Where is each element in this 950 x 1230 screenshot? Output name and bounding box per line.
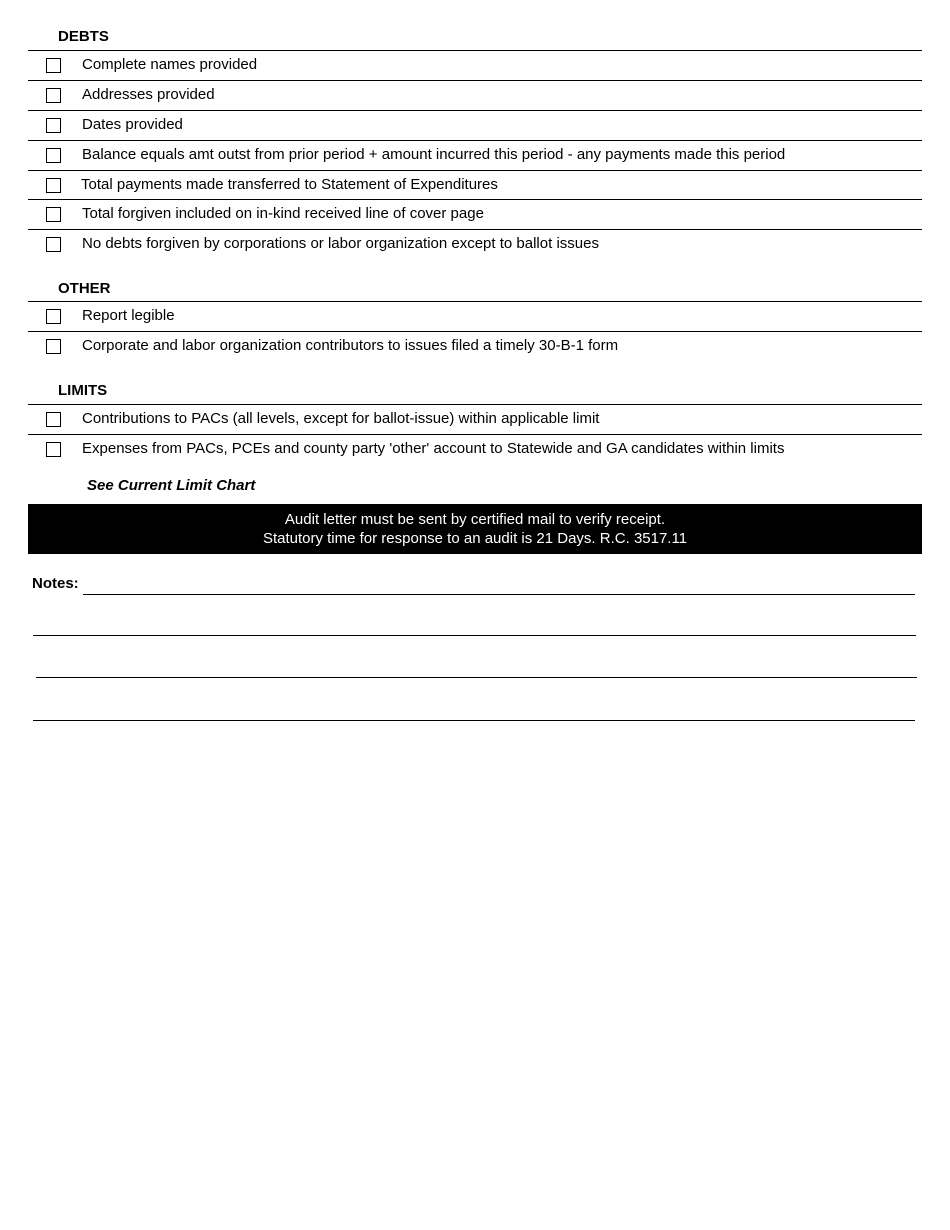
checkbox[interactable] — [46, 442, 61, 457]
checkbox[interactable] — [46, 207, 61, 222]
checklist-item-label: Contributions to PACs (all levels, except for ballot-issue) within applicable limit — [82, 410, 600, 427]
notes-line[interactable] — [83, 594, 915, 595]
checkbox[interactable] — [46, 309, 61, 324]
checklist-item — [28, 435, 922, 464]
limit-chart-note: See Current Limit Chart — [87, 477, 256, 494]
checklist-item-label: Corporate and labor organization contributors to issues filed a timely 30-B-1 form — [82, 337, 619, 354]
checkbox[interactable] — [46, 148, 61, 163]
audit-banner-line-2: Statutory time for response to an audit is 21 Days. R.C. 3517.11 — [262, 530, 688, 547]
checkbox[interactable] — [46, 412, 61, 427]
checklist-item — [28, 302, 922, 331]
section-title-other: OTHER — [58, 280, 111, 297]
checklist-item-label: Dates provided — [82, 116, 183, 133]
checklist-item-label: Expenses from PACs, PCEs and county party 'other' account to Statewide and GA candidates within limits — [82, 440, 785, 457]
checkbox[interactable] — [46, 237, 61, 252]
checklist-item — [28, 230, 922, 259]
checklist-item-label: Addresses provided — [82, 86, 215, 103]
checklist-item — [28, 200, 922, 229]
checklist-item-label: Balance equals amt outst from prior period + amount incurred this period - any payments made this period — [82, 146, 786, 163]
checklist-item — [28, 171, 922, 200]
audit-banner-line-1: Audit letter must be sent by certified mail to verify receipt. — [284, 511, 666, 528]
section-title-limits: LIMITS — [58, 382, 108, 399]
checklist-item-label: Total payments made transferred to Statement of Expenditures — [81, 176, 498, 193]
checklist-item — [28, 405, 922, 434]
notes-line[interactable] — [33, 720, 915, 721]
audit-banner — [28, 504, 922, 554]
checkbox[interactable] — [46, 178, 61, 193]
checklist-item — [28, 141, 922, 170]
checklist-item-label: Report legible — [82, 307, 175, 324]
notes-line[interactable] — [36, 677, 917, 678]
checkbox[interactable] — [46, 58, 61, 73]
checklist-item-label: Complete names provided — [82, 56, 258, 73]
checkbox[interactable] — [46, 88, 61, 103]
checkbox[interactable] — [46, 339, 61, 354]
checkbox[interactable] — [46, 118, 61, 133]
notes-label: Notes: — [32, 575, 79, 592]
section-title-debts: DEBTS — [58, 28, 109, 45]
checklist-item — [28, 81, 922, 110]
checklist-item — [28, 111, 922, 140]
notes-line[interactable] — [33, 635, 916, 636]
checklist-item — [28, 51, 922, 80]
checklist-item-label: No debts forgiven by corporations or labor organization except to ballot issues — [82, 235, 599, 252]
checklist-item-label: Total forgiven included on in-kind received line of cover page — [82, 205, 484, 222]
checklist-item — [28, 332, 922, 361]
